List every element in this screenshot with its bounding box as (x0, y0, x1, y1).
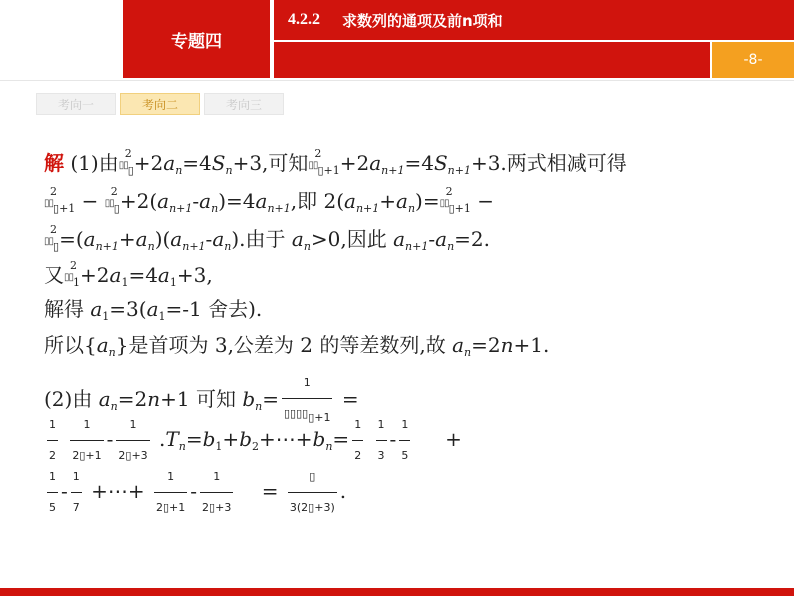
chapter-label: 专题四 (123, 0, 270, 78)
text: +2 (339, 151, 370, 175)
text: ,即 2( (290, 189, 344, 213)
text: =4 (404, 151, 434, 175)
fraction-one-half: $\frac{1}{2}$ (47, 412, 58, 469)
text: )( (154, 227, 171, 251)
solution-label: 解 (44, 151, 64, 175)
text: - (389, 427, 397, 451)
text: +3.两式相减可得 (470, 151, 627, 175)
text: +1. (513, 333, 550, 357)
placeholder-an1-squared: ▯▯ 2 $_{▯+1}$ (308, 147, 340, 177)
text: 又 (44, 263, 64, 287)
header-lower-band (274, 42, 710, 78)
solution-line-5: 解得 $a_1=3(a_1=-1$ 舍去). (44, 297, 263, 323)
text: - (61, 479, 68, 503)
text: +2( (119, 189, 158, 213)
fraction-one-half: $\frac{1}{2}$ (352, 412, 363, 469)
text: +3, (176, 263, 213, 287)
tab-direction-1[interactable]: 考向一 (36, 93, 116, 115)
solution-line-8: $\frac{1}{2}$ $\frac{1}{2▯+1}$ - $\frac{1}{2▯+3}$ $.T_n=b_1+b_2+\cdots+b_n=$ $\frac{1}{2}$ $\frac{1}{3}$ - $\frac{1}{5}$ + (44, 412, 462, 469)
fraction-1-over-2n1: $\frac{1}{2▯+1}$ (154, 464, 187, 521)
text: - (106, 427, 114, 451)
text: =4 (128, 263, 158, 287)
text: >0,因此 (310, 227, 387, 251)
solution-line-7: (2)由 $a_n=2n+1$ 可知 $b_n=$ $\frac{1}{▯▯▯▯_{▯+1}}$ = (44, 370, 359, 431)
text: + (445, 427, 462, 451)
text: . (159, 427, 166, 451)
text: +⋯+ (91, 479, 145, 503)
topic-tabs (36, 93, 284, 115)
placeholder-an-squared: ▯▯ 2 $_▯$ (104, 185, 120, 215)
text: +⋯+ (259, 427, 313, 451)
text: (2)由 (44, 387, 93, 411)
fraction-one-seventh: $\frac{1}{7}$ (71, 464, 82, 521)
text: +2 (133, 151, 164, 175)
placeholder-an-squared: ▯▯ 2 $_▯$ (118, 147, 134, 177)
solution-line-3: ▯▯ 2 $_▯=(a_{n+1}+a_n)(a_{n+1}-a_n)$.由于 $a_n>0$,因此 $a_{n+1}-a_n=2$. (44, 226, 490, 260)
tab-direction-2[interactable]: 考向二 (120, 93, 200, 115)
fraction-1-over-2n3: $\frac{1}{2▯+3}$ (200, 464, 233, 521)
fraction-1-over-2n1: $\frac{1}{2▯+1}$ (70, 412, 103, 469)
text: = (261, 479, 279, 503)
page-number: -8- (712, 42, 794, 78)
text: +3,可知 (232, 151, 309, 175)
section-title-bar (274, 0, 794, 40)
text: . (339, 479, 347, 503)
section-title: 求数列的通项及前n项和 (342, 11, 503, 30)
text: =2. (454, 227, 490, 251)
placeholder-an-squared: ▯▯ 2 $_▯$ (44, 223, 60, 253)
text: =( (59, 227, 84, 251)
solution-line-6: 所以$\{a_n\}$是首项为 3,公差为 2 的等差数列,故 $a_n=2n+1$. (44, 333, 550, 359)
text: 所以{ (44, 333, 97, 357)
header-divider (0, 80, 794, 81)
text: )=4 (218, 189, 256, 213)
text: =3( (109, 297, 147, 321)
text: 解得 (44, 297, 84, 321)
text: = (332, 427, 350, 451)
text: (1)由 (70, 151, 119, 175)
text: }是首项为 3,公差为 2 的等差数列,故 (115, 333, 446, 357)
fraction-one-fifth: $\frac{1}{5}$ (399, 412, 410, 469)
solution-line-4: 又▯▯ 2 $_1+2a_1=4a_1+3$, (44, 262, 213, 296)
text: )= (415, 189, 440, 213)
fraction-result: $\frac{▯}{3(2▯+3)}$ (288, 464, 337, 521)
text: =2 (117, 387, 148, 411)
text: =-1 舍去). (165, 297, 263, 321)
fraction-one-fifth: $\frac{1}{5}$ (47, 464, 58, 521)
text: =2 (471, 333, 501, 357)
text: - (190, 479, 198, 503)
placeholder-an1-squared: ▯▯ 2 $_{▯+1}$ (439, 185, 471, 215)
section-number: 4.2.2 (288, 11, 320, 28)
solution-line-9 (44, 464, 346, 521)
footer-bar (0, 588, 794, 596)
text: +2 (80, 263, 110, 287)
placeholder-an1-squared: ▯▯ 2 $_{▯+1}$ (44, 185, 76, 215)
solution-line-2: ▯▯ 2 $_{▯+1}$ − ▯▯ 2 $_▯+2(a_{n+1}-a_n)=4a_{n+1}$,即 $2(a_{n+1}+a_n)=▯▯$ 2 $_{▯+1}$ − (44, 188, 494, 222)
fraction-1-over-an-an1: $\frac{1}{▯▯▯▯_{▯+1}}$ (282, 370, 333, 431)
fraction-one-third: $\frac{1}{3}$ (376, 412, 387, 469)
text: +1 可知 (160, 387, 236, 411)
text: ).由于 (231, 227, 286, 251)
text: =4 (182, 151, 212, 175)
placeholder-a1-squared: ▯▯ 2 $_1$ (64, 259, 81, 289)
solution-line-1: 解 (1)由▯▯ 2 $_▯+2a_n=4S_n+3$,可知▯▯ 2 $_{▯+1}+2a_{n+1}=4S_{n+1}+3$.两式相减可得 (44, 150, 627, 184)
fraction-1-over-2n3: $\frac{1}{2▯+3}$ (116, 412, 149, 469)
tab-direction-3[interactable]: 考向三 (204, 93, 284, 115)
